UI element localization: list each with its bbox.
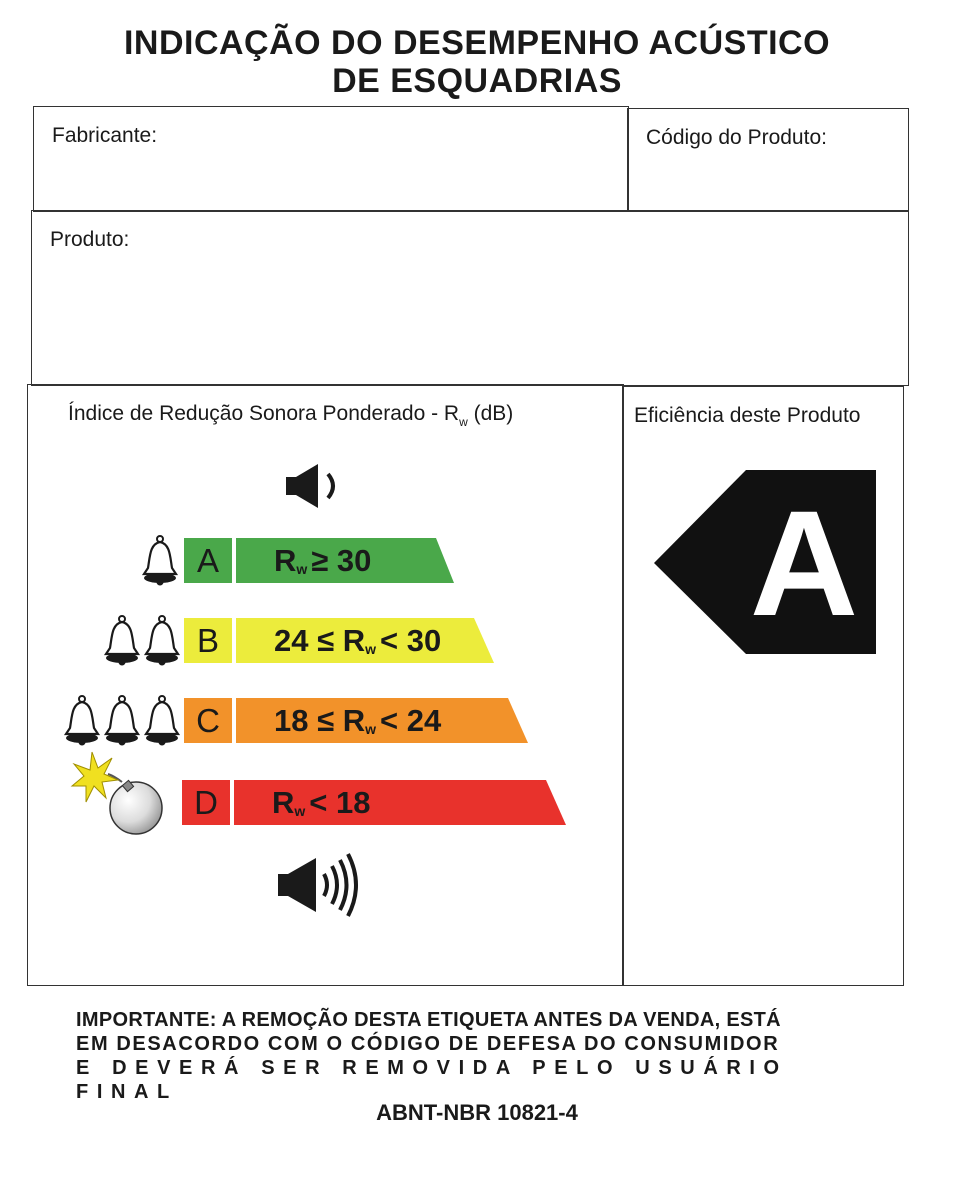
scale-heading: [68, 402, 514, 429]
title-line-2: DE ESQUADRIAS: [332, 62, 622, 100]
bell-icon: [102, 694, 142, 746]
range-b-pre: 24 ≤ R: [274, 622, 366, 658]
range-a-pre: R: [274, 542, 297, 578]
speaker-low-volume-icon: [282, 458, 352, 514]
class-range-d: [234, 780, 370, 825]
product-code-label: Código do Produto:: [646, 126, 827, 149]
standard-reference: ABNT-NBR 10821-4: [376, 1100, 578, 1125]
product-label: Produto:: [50, 228, 130, 251]
range-c-pre: 18 ≤ R: [274, 702, 366, 738]
bell-icon: [102, 614, 142, 666]
class-letter-a: A: [184, 538, 232, 583]
speaker-high-volume-icon: [276, 850, 376, 920]
class-letter-d: D: [182, 780, 230, 825]
class-range-a: [236, 538, 371, 583]
manufacturer-label: Fabricante:: [52, 124, 158, 147]
class-range-c: [236, 698, 441, 743]
scale-heading-prefix: Índice de Redução Sonora Ponderado - R: [68, 402, 460, 425]
range-c-post: < 24: [380, 702, 442, 738]
label-title: [0, 24, 954, 100]
title-line-1: INDICAÇÃO DO DESEMPENHO ACÚSTICO: [123, 24, 831, 62]
range-b-sub: w: [365, 640, 376, 657]
notice-line-1: IMPORTANTE: A REMOÇÃO DESTA ETIQUETA ANTES DA VENDA, ESTÁ: [76, 1009, 781, 1031]
range-a-post: ≥ 30: [311, 542, 372, 578]
notice-line-2: EM DESACORDO COM O CÓDIGO DE DEFESA DO CONSUMIDOR: [76, 1033, 780, 1055]
range-c-sub: w: [365, 720, 376, 737]
class-letter-c: C: [184, 698, 232, 743]
class-letter-b: B: [184, 618, 232, 663]
efficiency-rating: A: [749, 479, 859, 647]
bell-icon: [142, 614, 182, 666]
range-d-sub: w: [294, 802, 306, 819]
notice-line-3: E DEVERÁ SER REMOVIDA PELO USUÁRIO FINAL: [76, 1057, 788, 1103]
range-b-post: < 30: [380, 622, 442, 658]
product-code-box: [627, 108, 909, 212]
product-box: [31, 210, 909, 386]
scale-heading-sub: w: [459, 415, 468, 429]
bell-icon: [142, 694, 182, 746]
bomb-icon: [72, 752, 172, 840]
range-d-pre: R: [272, 784, 295, 820]
scale-heading-suffix: (dB): [467, 402, 514, 425]
efficiency-label: Eficiência deste Produto: [634, 404, 861, 427]
manufacturer-box: [33, 106, 629, 212]
bell-icon: [140, 534, 180, 586]
range-a-sub: w: [296, 560, 308, 577]
class-range-b: [236, 618, 441, 663]
range-d-post: < 18: [309, 784, 371, 820]
bell-icon: [62, 694, 102, 746]
